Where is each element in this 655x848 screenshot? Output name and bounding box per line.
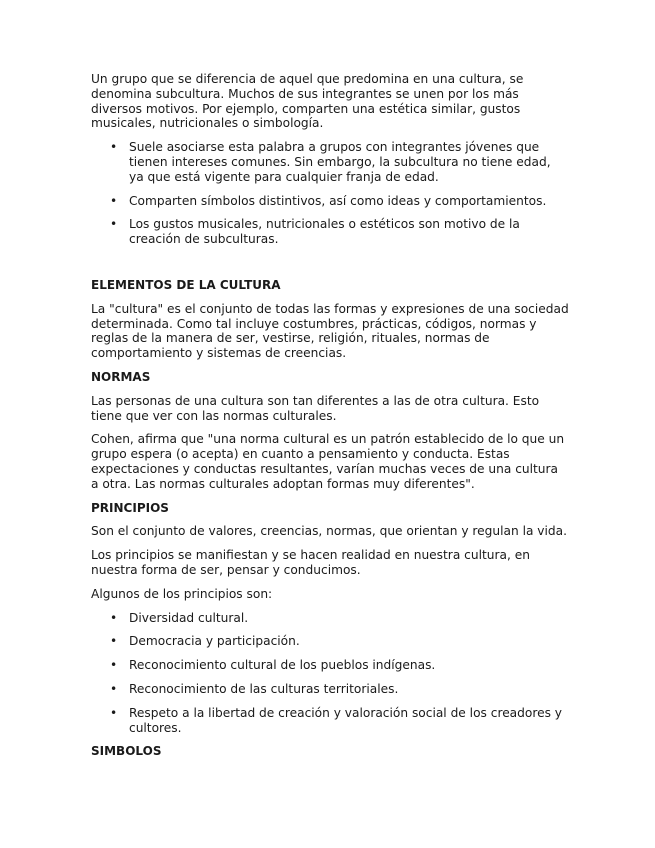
list-item: • Democracia y participación. [110, 634, 300, 649]
principios-paragraph-1: Son el conjunto de valores, creencias, normas, que orientan y regulan la vida. [91, 524, 567, 539]
principios-paragraph-2: Los principios se manifiestan y se hacen realidad en nuestra cultura, en nuestra forma de ser, pensar y conducimos. [91, 548, 530, 577]
principios-bullet-list [91, 611, 569, 736]
list-item: • Respeto a la libertad de creación y valoración social de los creadores y cultores. [110, 705, 563, 735]
list-item: • Comparten símbolos distintivos, así como ideas y comportamientos. [110, 193, 547, 208]
list-item: • Los gustos musicales, nutricionales o estéticos son motivo de la creación de subculturas. [110, 217, 520, 247]
list-item: • Suele asociarse esta palabra a grupos con integrantes jóvenes que tienen intereses comunes. Sin embargo, la subcultura no tiene edad, ya que está vigente para cualquier franja de edad. [110, 140, 551, 184]
section-spacer [91, 256, 569, 278]
normas-paragraph-2: Cohen, afirma que "una norma cultural es un patrón establecido de lo que un grupo espera (o acepta) en cuanto a pensamiento y conducta. Estas expectaciones y conductas resultantes, varían muchas veces de una cultura a otra. Las normas culturales adoptan formas muy diferentes". [91, 432, 565, 491]
elementos-paragraph: La "cultura" es el conjunto de todas las formas y expresiones de una sociedad determinada. Como tal incluye costumbres, prácticas, códigos, normas y reglas de la manera de ser, vestirse, religión, rituales, normas de comportamiento y sistemas de creencias. [91, 301, 569, 361]
normas-heading: NORMAS [91, 369, 151, 384]
bullet-icon: • [110, 658, 118, 673]
intro-paragraph: Un grupo que se diferencia de aquel que predomina en una cultura, se denomina subcultura. Muchos de sus integrantes se unen por los más diversos motivos. Por ejemplo, comparten una estética similar, gustos musicales, nutricionales o simbología. [91, 72, 524, 131]
bullet-icon: • [110, 217, 118, 232]
bullet-icon: • [110, 193, 118, 208]
bullet-icon: • [110, 705, 118, 720]
simbolos-heading: SIMBOLOS [91, 744, 162, 759]
normas-paragraph-1: Las personas de una cultura son tan diferentes a las de otra cultura. Esto tiene que ver con las normas culturales. [91, 393, 540, 423]
principios-paragraph-3: Algunos de los principios son: [91, 586, 273, 601]
bullet-icon: • [110, 610, 118, 625]
bullet-icon: • [110, 681, 118, 696]
bullet-icon: • [110, 634, 118, 649]
intro-bullet-list [91, 140, 569, 247]
list-item: • Diversidad cultural. [110, 610, 249, 625]
document-page [91, 72, 569, 768]
principios-heading: PRINCIPIOS [91, 500, 169, 515]
list-item: • Reconocimiento de las culturas territoriales. [110, 681, 399, 696]
bullet-icon: • [110, 140, 118, 155]
elementos-heading: ELEMENTOS DE LA CULTURA [91, 277, 281, 292]
list-item: • Reconocimiento cultural de los pueblos indígenas. [110, 658, 436, 673]
